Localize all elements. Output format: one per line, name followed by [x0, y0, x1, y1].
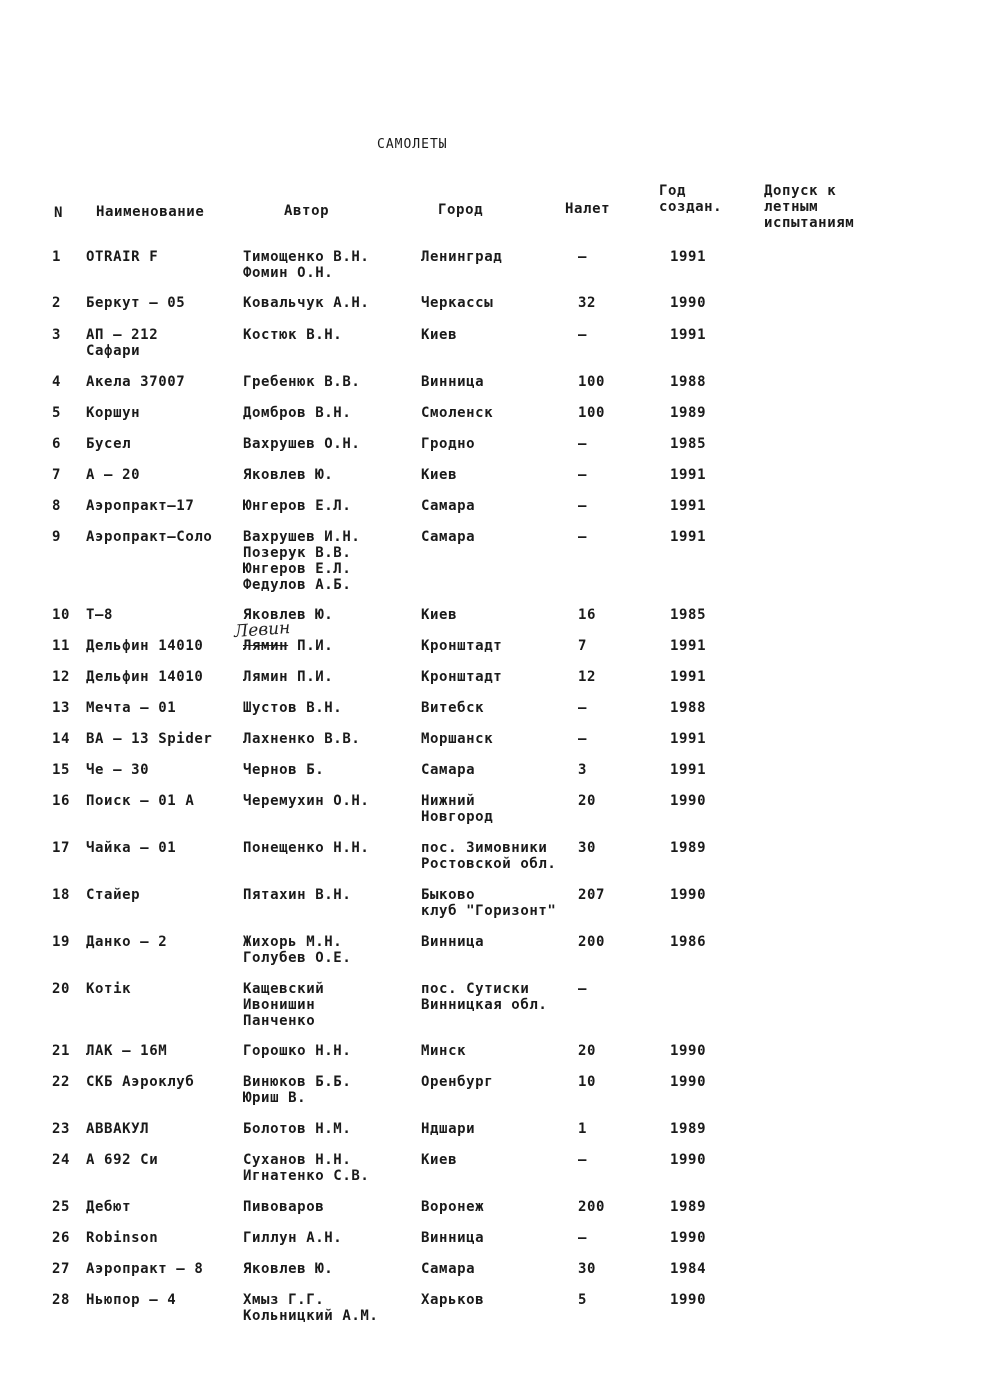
aircraft-name: Дельфин 14010 [86, 638, 204, 654]
aircraft-author: Яковлев Ю. [243, 607, 334, 623]
flight-hours: – [578, 436, 588, 452]
aircraft-author: Вахрушев И.Н. Позерук В.В. Юнгеров Е.Л. Федулов А.Б. [243, 529, 361, 593]
flight-hours: – [578, 249, 588, 265]
year-created: 1991 [670, 498, 707, 514]
aircraft-name: Поиск – 01 А [86, 793, 195, 809]
aircraft-city: Гродно [421, 436, 476, 452]
row-number: 25 [52, 1199, 71, 1215]
aircraft-name: ВА – 13 Spider [86, 731, 213, 747]
aircraft-city: Ндшари [421, 1121, 476, 1137]
flight-hours: 200 [578, 1199, 606, 1215]
row-number: 17 [52, 840, 71, 856]
flight-hours: – [578, 498, 588, 514]
aircraft-name: Аэропракт – 8 [86, 1261, 204, 1277]
aircraft-author: Понещенко Н.Н. [243, 840, 370, 856]
flight-hours: 20 [578, 1043, 597, 1059]
header-admission: Допуск к летным испытаниям [764, 183, 855, 231]
flight-hours: – [578, 467, 588, 483]
aircraft-name: Стайер [86, 887, 141, 903]
aircraft-name: Т–8 [86, 607, 114, 623]
aircraft-name: Бусел [86, 436, 132, 452]
row-number: 26 [52, 1230, 71, 1246]
aircraft-city: Харьков [421, 1292, 485, 1308]
aircraft-city: Винница [421, 934, 485, 950]
aircraft-author: Яковлев Ю. [243, 467, 334, 483]
row-number: 15 [52, 762, 71, 778]
aircraft-city: Ленинград [421, 249, 503, 265]
year-created: 1990 [670, 1230, 707, 1246]
aircraft-author: Юнгеров Е.Л. [243, 498, 352, 514]
aircraft-city: Нижний Новгород [421, 793, 494, 825]
aircraft-author: Винюков Б.Б. Юриш В. [243, 1074, 352, 1106]
aircraft-author: Пивоваров [243, 1199, 325, 1215]
aircraft-author: Вахрушев О.Н. [243, 436, 361, 452]
year-created: 1988 [670, 374, 707, 390]
header-n: N [54, 205, 64, 221]
aircraft-author: Чернов Б. [243, 762, 325, 778]
aircraft-city: Витебск [421, 700, 485, 716]
row-number: 20 [52, 981, 71, 997]
year-created: 1989 [670, 405, 707, 421]
flight-hours: 32 [578, 295, 597, 311]
flight-hours: 1 [578, 1121, 588, 1137]
author-initials: П.И. [288, 638, 334, 654]
flight-hours: – [578, 327, 588, 343]
aircraft-city: Кронштадт [421, 638, 503, 654]
aircraft-name: Ньюпор – 4 [86, 1292, 177, 1308]
aircraft-city: Оренбург [421, 1074, 494, 1090]
row-number: 7 [52, 467, 62, 483]
aircraft-name: Котік [86, 981, 132, 997]
row-number: 14 [52, 731, 71, 747]
year-created: 1991 [670, 638, 707, 654]
year-created: 1991 [670, 467, 707, 483]
struck-author-name: Лямин [243, 638, 289, 654]
aircraft-name: Беркут – 05 [86, 295, 186, 311]
flight-hours: 3 [578, 762, 588, 778]
row-number: 23 [52, 1121, 71, 1137]
header-author: Автор [284, 203, 330, 219]
aircraft-name: Коршун [86, 405, 141, 421]
aircraft-name: СКБ Аэроклуб [86, 1074, 195, 1090]
row-number: 13 [52, 700, 71, 716]
row-number: 27 [52, 1261, 71, 1277]
aircraft-name: А – 20 [86, 467, 141, 483]
aircraft-author: Суханов Н.Н. Игнатенко С.В. [243, 1152, 370, 1184]
aircraft-city: Киев [421, 327, 458, 343]
aircraft-city: Киев [421, 1152, 458, 1168]
row-number: 2 [52, 295, 62, 311]
aircraft-author: Хмыз Г.Г. Кольницкий А.М. [243, 1292, 379, 1324]
row-number: 1 [52, 249, 62, 265]
year-created: 1989 [670, 840, 707, 856]
year-created: 1991 [670, 529, 707, 545]
handwritten-correction: Левин [233, 618, 291, 642]
aircraft-author: Тимощенко В.Н. Фомин О.Н. [243, 249, 370, 281]
aircraft-author: Жихорь М.Н. Голубев О.Е. [243, 934, 352, 966]
aircraft-city: Моршанск [421, 731, 494, 747]
aircraft-name: Акела 37007 [86, 374, 186, 390]
year-created: 1990 [670, 1074, 707, 1090]
flight-hours: 100 [578, 405, 606, 421]
row-number: 9 [52, 529, 62, 545]
flight-hours: – [578, 1230, 588, 1246]
flight-hours: 20 [578, 793, 597, 809]
year-created: 1990 [670, 887, 707, 903]
aircraft-name: ЛАК – 16М [86, 1043, 168, 1059]
year-created: 1990 [670, 1292, 707, 1308]
aircraft-name: OTRAIR F [86, 249, 159, 265]
year-created: 1991 [670, 669, 707, 685]
row-number: 11 [52, 638, 71, 654]
aircraft-author: Болотов Н.М. [243, 1121, 352, 1137]
flight-hours: – [578, 981, 588, 997]
aircraft-name: Аэропракт–Соло [86, 529, 213, 545]
year-created: 1990 [670, 1043, 707, 1059]
year-created: 1985 [670, 607, 707, 623]
row-number: 6 [52, 436, 62, 452]
aircraft-city: пос. Сутиски Винницкая обл. [421, 981, 548, 1013]
flight-hours: 207 [578, 887, 606, 903]
flight-hours: 100 [578, 374, 606, 390]
row-number: 10 [52, 607, 71, 623]
aircraft-city: Минск [421, 1043, 467, 1059]
aircraft-city: Черкассы [421, 295, 494, 311]
aircraft-author: Горошко Н.Н. [243, 1043, 352, 1059]
aircraft-name: Аэропракт–17 [86, 498, 195, 514]
aircraft-name: А 692 Си [86, 1152, 159, 1168]
flight-hours: 30 [578, 1261, 597, 1277]
aircraft-name: Дебют [86, 1199, 132, 1215]
flight-hours: 16 [578, 607, 597, 623]
row-number: 28 [52, 1292, 71, 1308]
flight-hours: – [578, 1152, 588, 1168]
flight-hours: – [578, 700, 588, 716]
year-created: 1990 [670, 295, 707, 311]
aircraft-city: пос. Зимовники Ростовской обл. [421, 840, 557, 872]
aircraft-name: Че – 30 [86, 762, 150, 778]
aircraft-author: Шустов В.Н. [243, 700, 343, 716]
page-title: САМОЛЕТЫ [377, 137, 448, 152]
flight-hours: 30 [578, 840, 597, 856]
row-number: 4 [52, 374, 62, 390]
row-number: 22 [52, 1074, 71, 1090]
aircraft-city: Киев [421, 467, 458, 483]
aircraft-city: Винница [421, 1230, 485, 1246]
aircraft-name: Дельфин 14010 [86, 669, 204, 685]
aircraft-author: Пятахин В.Н. [243, 887, 352, 903]
row-number: 8 [52, 498, 62, 514]
aircraft-city: Винница [421, 374, 485, 390]
aircraft-city: Быково клуб "Горизонт" [421, 887, 557, 919]
aircraft-city: Воронеж [421, 1199, 485, 1215]
flight-hours: – [578, 731, 588, 747]
flight-hours: 200 [578, 934, 606, 950]
aircraft-city: Кронштадт [421, 669, 503, 685]
header-year: Год создан. [659, 183, 723, 215]
aircraft-author: Ковальчук А.Н. [243, 295, 370, 311]
year-created: 1991 [670, 249, 707, 265]
aircraft-name: АП – 212 Сафари [86, 327, 159, 359]
row-number: 5 [52, 405, 62, 421]
aircraft-author: Лямин П.И. [243, 669, 334, 685]
aircraft-city: Самара [421, 762, 476, 778]
row-number: 21 [52, 1043, 71, 1059]
year-created: 1984 [670, 1261, 707, 1277]
aircraft-author: Черемухин О.Н. [243, 793, 370, 809]
year-created: 1989 [670, 1199, 707, 1215]
year-created: 1990 [670, 1152, 707, 1168]
year-created: 1989 [670, 1121, 707, 1137]
aircraft-name: Данко – 2 [86, 934, 168, 950]
aircraft-author: Домбров В.Н. [243, 405, 352, 421]
aircraft-author: Яковлев Ю. [243, 1261, 334, 1277]
aircraft-author: Костюк В.Н. [243, 327, 343, 343]
aircraft-city: Самара [421, 1261, 476, 1277]
year-created: 1991 [670, 762, 707, 778]
aircraft-author: Гиллун А.Н. [243, 1230, 343, 1246]
row-number: 18 [52, 887, 71, 903]
flight-hours: 10 [578, 1074, 597, 1090]
flight-hours: 12 [578, 669, 597, 685]
aircraft-author: Гребенюк В.В. [243, 374, 361, 390]
flight-hours: 5 [578, 1292, 588, 1308]
year-created: 1991 [670, 731, 707, 747]
aircraft-author: Лахненко В.В. [243, 731, 361, 747]
aircraft-city: Смоленск [421, 405, 494, 421]
row-number: 3 [52, 327, 62, 343]
flight-hours: – [578, 529, 588, 545]
header-name: Наименование [96, 204, 205, 220]
header-city: Город [438, 202, 484, 218]
year-created: 1985 [670, 436, 707, 452]
aircraft-name: АВВАКУЛ [86, 1121, 150, 1137]
row-number: 16 [52, 793, 71, 809]
aircraft-name: Robinson [86, 1230, 159, 1246]
aircraft-city: Киев [421, 607, 458, 623]
header-hours: Налет [565, 201, 611, 217]
flight-hours: 7 [578, 638, 588, 654]
aircraft-city: Самара [421, 529, 476, 545]
year-created: 1990 [670, 793, 707, 809]
year-created: 1986 [670, 934, 707, 950]
row-number: 24 [52, 1152, 71, 1168]
year-created: 1988 [670, 700, 707, 716]
year-created: 1991 [670, 327, 707, 343]
aircraft-city: Самара [421, 498, 476, 514]
aircraft-author: Кащевский Ивонишин Панченко [243, 981, 325, 1029]
row-number: 19 [52, 934, 71, 950]
aircraft-name: Мечта – 01 [86, 700, 177, 716]
aircraft-name: Чайка – 01 [86, 840, 177, 856]
row-number: 12 [52, 669, 71, 685]
